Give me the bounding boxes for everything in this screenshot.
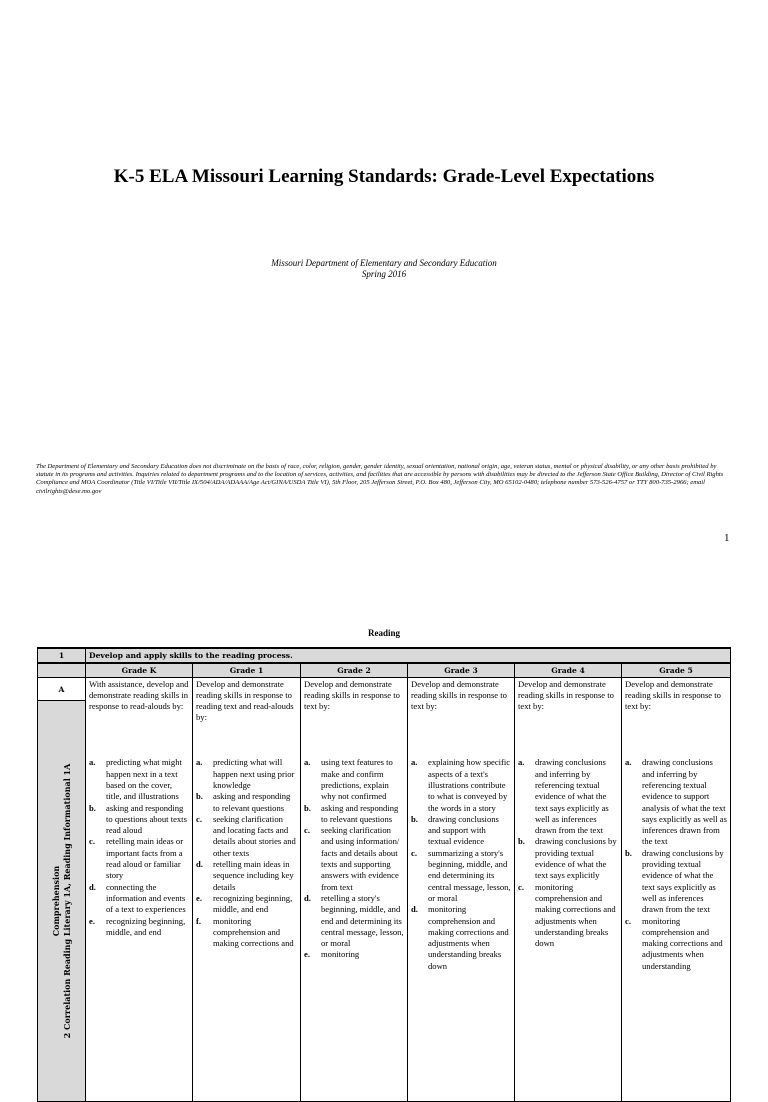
expectation-item <box>196 814 297 859</box>
expectation-letter: d. <box>89 881 96 892</box>
expectation-text: drawing conclusions and inferring by referencing textual evidence to support analysis of what the text says explicitly as well as inferences drawn from the text <box>642 757 727 847</box>
expectation-text: retelling a story's beginning, middle, and end and determining its central message, lesson, or moral <box>321 892 404 949</box>
grade-intro: With assistance, develop and demonstrate reading skills in response to read-alouds by: <box>89 679 189 712</box>
grade-cell <box>408 678 515 1102</box>
expectation-item <box>625 916 727 972</box>
row-label: A <box>38 678 86 701</box>
expectation-letter: c. <box>304 825 310 836</box>
expectation-letter: b. <box>411 813 418 824</box>
expectation-text: asking and responding to relevant questions <box>321 802 399 824</box>
grade-cell <box>301 678 408 1102</box>
expectation-letter: b. <box>196 791 203 802</box>
expectation-letter: a. <box>411 757 418 768</box>
expectation-item <box>411 848 511 904</box>
grade-header: Grade 3 <box>408 663 515 678</box>
expectation-letter: e. <box>304 949 310 960</box>
expectation-letter: e. <box>196 892 202 903</box>
expectation-text: monitoring <box>321 949 360 960</box>
expectation-letter: c. <box>411 847 417 858</box>
expectation-text: monitoring comprehension and making corrections and adjustments when understanding breaks down <box>535 881 616 949</box>
grade-header-row <box>38 663 731 678</box>
expectation-item <box>518 836 618 881</box>
grade-header: Grade 2 <box>301 663 408 678</box>
document-subtitle <box>0 258 768 280</box>
expectation-item <box>304 893 404 949</box>
expectation-item <box>196 757 297 791</box>
expectation-letter: a. <box>518 757 525 768</box>
expectation-letter: d. <box>196 859 203 870</box>
strand-number: 1 <box>38 648 86 663</box>
expectation-list <box>196 757 297 949</box>
expectation-text: drawing conclusions and support with textual evidence <box>428 813 499 847</box>
expectation-item <box>196 791 297 814</box>
expectation-text: summarizing a story's beginning, middle, and end determining its central message, lesson, or moral <box>428 847 511 903</box>
expectation-list <box>411 757 511 972</box>
expectation-item <box>625 757 727 847</box>
expectation-item <box>411 904 511 972</box>
expectation-letter: b. <box>89 802 96 813</box>
expectation-list <box>518 757 618 949</box>
expectation-item <box>89 803 189 837</box>
grade-cell <box>193 678 301 1102</box>
expectation-text: seeking clarification and using information/ facts and details about texts and supporting answers with evidence from text <box>321 825 400 892</box>
side-label-line1: Comprehension <box>50 866 61 937</box>
expectation-list <box>304 757 404 960</box>
expectation-item <box>411 757 511 813</box>
expectation-item <box>196 916 297 950</box>
expectation-item <box>625 848 727 916</box>
standards-table <box>37 647 731 1102</box>
expectation-text: monitoring comprehension and making corrections and adjustments when understanding breaks down <box>428 904 509 971</box>
expectation-letter: d. <box>411 904 418 915</box>
header-blank-cell <box>38 663 86 678</box>
expectation-letter: e. <box>89 915 95 926</box>
expectation-item <box>411 814 511 848</box>
expectation-letter: b. <box>625 847 632 858</box>
expectation-item <box>304 949 404 960</box>
expectation-item <box>518 882 618 950</box>
section-title: Reading <box>367 628 400 638</box>
page-number: 1 <box>724 532 730 544</box>
expectation-letter: d. <box>304 892 311 903</box>
expectation-text: predicting what will happen next using prior knowledge <box>213 757 295 790</box>
nondiscrimination-disclaimer: The Department of Elementary and Secondary Education does not discriminate on the basis of race, color, religion, gender, gender identity, sexual orientation, national origin, age, veteran status, mental or physical disability, or any other basis prohibited by statute in its programs and activities. Inquiries related to department programs and to the location of services, activities, and facilities that are accessible by persons with disabilities may be directed to the Jefferson State Office Building, Director of Civil Rights Compliance and MOA Coordinator (Title VI/Title VII/Title IX/504/ADA/ADAAA/Age Act/GINA/USDA Title VI), 5th Floor, 205 Jefferson Street, P.O. Box 480, Jefferson City, MO 65102-0480; telephone number 573-526-4757 or TTY 800-735-2966; email civilrights@dese.mo.gov <box>36 463 724 495</box>
expectation-text: monitoring comprehension and making corrections and adjustments when understanding <box>642 915 723 971</box>
expectation-text: drawing conclusions by providing textual evidence of what the text says explicitly as well as inferences drawn from the text <box>642 847 724 915</box>
row-a <box>38 678 731 701</box>
expectation-text: retelling main ideas in sequence including key details <box>213 859 294 892</box>
expectation-letter: a. <box>304 757 311 768</box>
expectation-item <box>518 757 618 836</box>
grade-intro: Develop and demonstrate reading skills in response to text by: <box>625 679 721 712</box>
expectation-text: seeking clarification and locating facts and details about stories and other texts <box>213 813 296 858</box>
grade-intro: Develop and demonstrate reading skills in response to reading text and read-alouds by: <box>196 679 294 723</box>
expectation-letter: b. <box>518 836 525 847</box>
grade-intro: Develop and demonstrate reading skills in response to text by: <box>411 679 507 712</box>
expectation-letter: c. <box>625 915 631 926</box>
expectation-item <box>89 882 189 916</box>
expectation-letter: a. <box>625 757 632 768</box>
grade-header: Grade 4 <box>515 663 622 678</box>
expectation-text: asking and responding to relevant questions <box>213 791 291 813</box>
expectation-item <box>89 757 189 802</box>
expectation-item <box>196 893 297 916</box>
expectation-text: using text features to make and confirm predictions, explain why not confirmed <box>321 757 393 802</box>
expectation-item <box>196 859 297 893</box>
expectation-text: drawing conclusions by providing textual evidence of what the text says explicitly <box>535 836 617 881</box>
document-date: Spring 2016 <box>361 269 407 279</box>
side-label-line2: 2 Correlation Reading Literary 1A, Reading Informational 1A <box>61 764 72 1039</box>
expectation-item <box>304 825 404 893</box>
expectation-text: recognizing beginning, middle, and end <box>106 915 186 937</box>
grade-header: Grade 1 <box>193 663 301 678</box>
department-name: Missouri Department of Elementary and Secondary Education <box>271 258 497 268</box>
expectation-text: retelling main ideas or important facts from a read aloud or familiar story <box>106 836 184 881</box>
strand-row <box>38 648 731 663</box>
expectation-letter: c. <box>518 881 524 892</box>
grade-intro: Develop and demonstrate reading skills in response to text by: <box>518 679 614 712</box>
expectation-letter: a. <box>196 757 203 768</box>
side-label-cell <box>38 701 86 1102</box>
grade-cell <box>622 678 731 1102</box>
expectation-text: connecting the information and events of a text to experiences <box>106 881 186 915</box>
expectation-text: recognizing beginning, middle, and end <box>213 892 293 915</box>
strand-text: Develop and apply skills to the reading process. <box>86 648 731 663</box>
side-label <box>51 764 73 1039</box>
grade-cell <box>86 678 193 1102</box>
expectation-letter: f. <box>196 915 202 926</box>
expectation-letter: a. <box>89 757 96 768</box>
grade-cell <box>515 678 622 1102</box>
expectation-list <box>625 757 727 972</box>
expectation-text: drawing conclusions and inferring by referencing textual evidence of what the text says explicitly as well as inferences drawn from the text <box>535 757 609 836</box>
expectation-letter: c. <box>196 813 202 824</box>
expectation-item <box>304 803 404 826</box>
document-title: K-5 ELA Missouri Learning Standards: Grade-Level Expectations <box>113 166 655 187</box>
expectation-text: explaining how specific aspects of a text's illustrations contribute to what is conveyed by the words in a story <box>428 757 511 813</box>
expectation-text: predicting what might happen next in a text based on the cover, title, and illustrations <box>106 757 182 802</box>
expectation-text: monitoring comprehension and making corrections and <box>213 915 294 949</box>
grade-header: Grade K <box>86 663 193 678</box>
grade-header: Grade 5 <box>622 663 731 678</box>
expectation-item <box>304 757 404 802</box>
expectation-list <box>89 757 189 938</box>
expectation-item <box>89 836 189 881</box>
expectation-letter: b. <box>304 802 311 813</box>
expectation-text: asking and responding to questions about texts read aloud <box>106 802 187 836</box>
grade-intro: Develop and demonstrate reading skills in response to text by: <box>304 679 400 712</box>
expectation-item <box>89 916 189 939</box>
expectation-letter: c. <box>89 836 95 847</box>
